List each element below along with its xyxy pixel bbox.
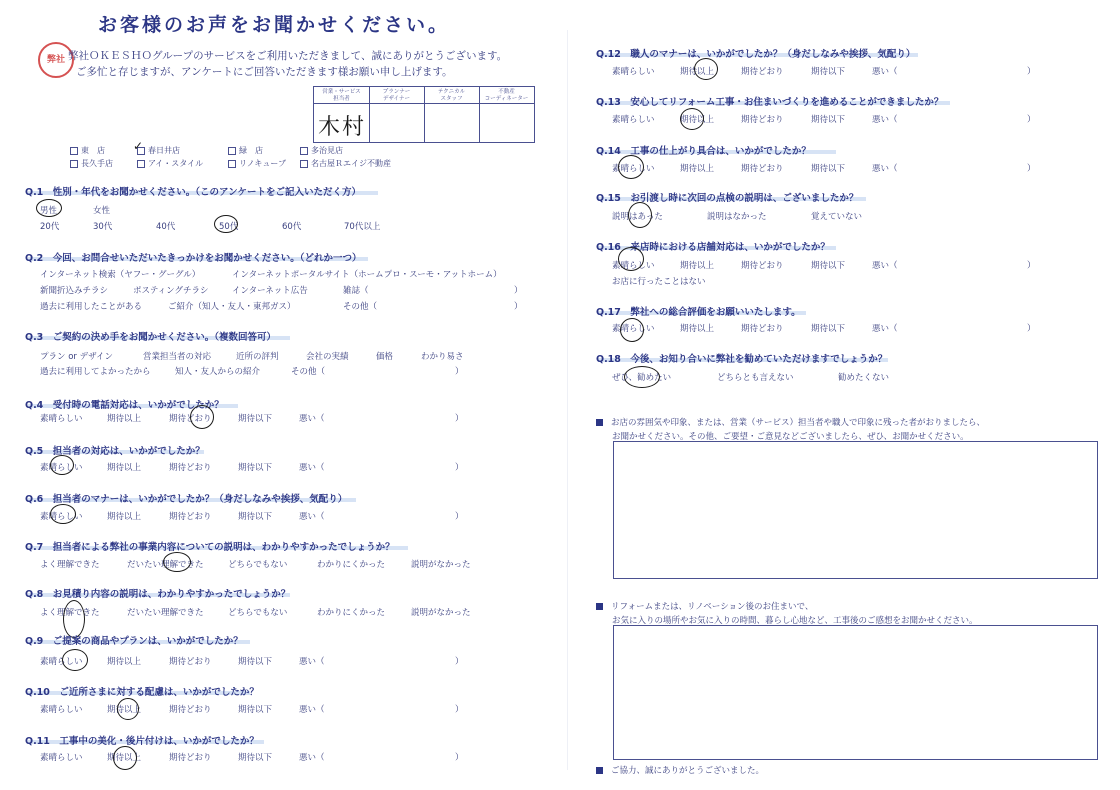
pen-circle [620, 318, 644, 342]
q14-below[interactable]: 期待以下 [811, 164, 846, 174]
question-9: Q.9 ご提案の商品やプランは、いかがでしたか？ [25, 636, 243, 647]
q7-mostly-understood[interactable]: だいたい理解できた [127, 560, 204, 570]
q7-hard[interactable]: わかりにくかった [317, 560, 386, 570]
q10-as-expected[interactable]: 期待どおり [169, 705, 212, 715]
pen-circle [50, 455, 74, 475]
question-11: Q.11 工事中の美化・後片付けは、いかがでしたか？ [25, 736, 259, 747]
q15-dont-remember[interactable]: 覚えていない [811, 212, 863, 222]
q11-bad-close: ） [455, 753, 464, 763]
q10-bad-close: ） [455, 705, 464, 715]
pen-circle [214, 215, 238, 233]
q6-bad-close: ） [455, 512, 464, 522]
q1-60s[interactable]: 60代 [282, 222, 302, 232]
q17-as-expected[interactable]: 期待どおり [741, 324, 784, 334]
q9-above[interactable]: 期待以上 [107, 657, 142, 667]
note-2-line-1: リフォームまたは、リノベーション後のお住まいで、 [596, 600, 813, 612]
pen-circle [36, 199, 62, 217]
staff-header-planner: プランナー デザイナー [382, 89, 411, 102]
question-18: Q.18 今後、お知り合いに弊社を勧めていただけますでしょうか？ [596, 354, 888, 365]
q17-below[interactable]: 期待以下 [811, 324, 846, 334]
question-5: Q.5 担当者の対応は、いかがでしたか？ [25, 446, 205, 457]
q13-as-expected[interactable]: 期待どおり [741, 115, 784, 125]
store-nagakute[interactable]: 長久手店 [70, 158, 113, 169]
q6-as-expected[interactable]: 期待どおり [169, 512, 212, 522]
store-renocube[interactable]: リノキューブ [228, 158, 286, 169]
q10-bad[interactable]: 悪い（ [299, 705, 325, 715]
q14-bad[interactable]: 悪い（ [872, 164, 898, 174]
q16-below[interactable]: 期待以下 [811, 261, 846, 271]
q4-excellent[interactable]: 素晴らしい [40, 414, 83, 424]
check-mark: ✓ [133, 139, 144, 153]
intro-line-2: ご多忙と存じますが、アンケートにご回答いただきます様お願い申し上げます。 [76, 66, 453, 78]
company-seal: 弊社 [38, 42, 74, 78]
q12-bad-close: ） [1027, 67, 1036, 77]
q3-referral[interactable]: 知人・友人からの紹介 [175, 367, 261, 377]
pen-circle [117, 698, 139, 720]
q12-above[interactable]: 期待以上 [680, 67, 715, 77]
question-14: Q.14 工事の仕上がり具合は、いかがでしたか？ [596, 146, 811, 157]
note-1-line-1: お店の雰囲気や印象、または、営業（サービス）担当者や職人で印象に残った者がおりましたら、 [596, 416, 985, 428]
question-16: Q.16 来店時における店舗対応は、いかがでしたか？ [596, 242, 830, 253]
question-13: Q.13 安心してリフォーム工事・お住まいづくりを進めることができましたか？ [596, 97, 944, 108]
q2-other[interactable]: その他（ [343, 302, 378, 312]
page-title: お客様のお声をお聞かせください。 [98, 14, 451, 36]
q16-above[interactable]: 期待以上 [680, 261, 715, 271]
q14-excellent[interactable]: 素晴らしい [612, 164, 655, 174]
note-2-line-2: お気に入りの場所やお気に入りの時間、暮らし心地など、工事後のご感想をお聞かせください。 [612, 616, 978, 626]
q13-below[interactable]: 期待以下 [811, 115, 846, 125]
q8-mostly-understood[interactable]: だいたい理解できた [127, 608, 204, 618]
q17-bad-close: ） [1027, 324, 1036, 334]
question-7: Q.7 担当者による弊社の事業内容についての説明は、わかりやすかったでしょうか？ [25, 542, 395, 553]
q2-magazine-close: ） [514, 286, 523, 296]
q9-bad[interactable]: 悪い（ [299, 657, 325, 667]
q11-excellent[interactable]: 素晴らしい [40, 753, 83, 763]
staff-header-realestate: 不動産 コーディネーター [484, 89, 529, 102]
q4-below[interactable]: 期待以下 [238, 414, 273, 424]
note-1-line-2: お聞かせください。その他、ご要望・ご意見などございましたら、ぜひ、お聞かせください。 [612, 432, 969, 442]
q3-price[interactable]: 価格 [376, 352, 394, 362]
q17-excellent[interactable]: 素晴らしい [612, 324, 655, 334]
q2-internet-ad[interactable]: インターネット広告 [232, 286, 308, 296]
q2-portal-site[interactable]: インターネットポータルサイト（ホームプロ・スーモ・アットホーム） [232, 270, 502, 280]
question-15: Q.15 お引渡し時に次回の点検の説明は、ございましたか？ [596, 193, 859, 204]
q12-below[interactable]: 期待以下 [811, 67, 846, 77]
q18-neutral[interactable]: どちらとも言えない [717, 373, 794, 383]
q6-excellent[interactable]: 素晴らしい [40, 512, 83, 522]
q1-50s[interactable]: 50代 [219, 222, 239, 232]
q6-above[interactable]: 期待以上 [107, 512, 142, 522]
pen-circle [624, 366, 660, 388]
q4-bad[interactable]: 悪い（ [299, 414, 325, 424]
q5-bad-close: ） [455, 463, 464, 473]
pen-circle [628, 202, 652, 228]
pen-circle [163, 552, 191, 572]
question-12: Q.12 職人のマナーは、いかがでしたか？（身だしなみや挨拶、気配り） [596, 49, 916, 60]
q13-bad-close: ） [1027, 115, 1036, 125]
staff-header-sales: 営業・サービス 担当者 [322, 89, 361, 102]
handwritten-staff-name: 木村 [318, 115, 367, 140]
question-17: Q.17 弊社への総合評価をお願いいたします。 [596, 307, 801, 318]
q16-never-visited[interactable]: お店に行ったことはない [612, 277, 706, 287]
q5-as-expected[interactable]: 期待どおり [169, 463, 212, 473]
q9-excellent[interactable]: 素晴らしい [40, 657, 83, 667]
q11-above[interactable]: 期待以上 [107, 753, 142, 763]
q2-magazine[interactable]: 雑誌（ [343, 286, 369, 296]
q14-as-expected[interactable]: 期待どおり [741, 164, 784, 174]
q17-bad[interactable]: 悪い（ [872, 324, 898, 334]
q4-above[interactable]: 期待以上 [107, 414, 142, 424]
store-istyle[interactable]: アイ・スタイル [137, 158, 203, 169]
question-2: Q.2 今回、お問合せいただいたきっかけをお聞かせください。（どれか一つ） [25, 253, 362, 264]
q3-sales-response[interactable]: 営業担当者の対応 [143, 352, 212, 362]
q1-female[interactable]: 女性 [93, 206, 111, 216]
q9-bad-close: ） [455, 657, 464, 667]
q3-reputation[interactable]: 近所の評判 [236, 352, 279, 362]
pen-circle [113, 746, 137, 770]
q11-as-expected[interactable]: 期待どおり [169, 753, 212, 763]
pen-circle [62, 649, 88, 671]
store-tajimi[interactable]: 多治見店 [300, 145, 343, 156]
pen-circle [618, 247, 644, 271]
pen-circle [50, 504, 76, 524]
q2-referral[interactable]: ご紹介（知人・友人・東邦ガス） [168, 302, 296, 312]
q1-40s[interactable]: 40代 [156, 222, 176, 232]
q13-bad[interactable]: 悪い（ [872, 115, 898, 125]
q1-70s[interactable]: 70代以上 [344, 222, 381, 232]
q14-above[interactable]: 期待以上 [680, 164, 715, 174]
q16-as-expected[interactable]: 期待どおり [741, 261, 784, 271]
pen-circle [694, 58, 718, 80]
q3-track-record[interactable]: 会社の実績 [306, 352, 349, 362]
q1-30s[interactable]: 30代 [93, 222, 113, 232]
q8-neutral[interactable]: どちらでもない [228, 608, 288, 618]
question-3: Q.3 ご契約の決め手をお聞かせください。（複数回答可） [25, 332, 277, 343]
bullet-square-icon [596, 603, 603, 610]
q7-neutral[interactable]: どちらでもない [228, 560, 288, 570]
footer-thanks: ご協力、誠にありがとうございました。 [596, 764, 764, 776]
question-6: Q.6 担当者のマナーは、いかがでしたか？（身だしなみや挨拶、気配り） [25, 494, 348, 505]
store-kasugai[interactable]: 春日井店 [137, 145, 180, 156]
q15-explained[interactable]: 説明はあった [612, 212, 663, 222]
q3-other-close: ） [455, 367, 464, 377]
q9-as-expected[interactable]: 期待どおり [169, 657, 212, 667]
comment-box-1[interactable] [613, 441, 1098, 579]
bullet-square-icon [596, 419, 603, 426]
q7-understood-well[interactable]: よく理解できた [40, 560, 100, 570]
q12-as-expected[interactable]: 期待どおり [741, 67, 784, 77]
store-midori[interactable]: 緑 店 [228, 145, 263, 156]
q6-below[interactable]: 期待以下 [238, 512, 273, 522]
q12-bad[interactable]: 悪い（ [872, 67, 898, 77]
q10-excellent[interactable]: 素晴らしい [40, 705, 83, 715]
q1-20s[interactable]: 20代 [40, 222, 60, 232]
q11-bad[interactable]: 悪い（ [299, 753, 325, 763]
q1-male[interactable]: 男性 [40, 206, 58, 216]
q3-used-before[interactable]: 過去に利用してよかったから [40, 367, 151, 377]
pen-circle [618, 155, 644, 179]
q2-internet-search[interactable]: インターネット検索（ヤフー・グーグル） [40, 270, 201, 280]
bullet-square-icon [596, 767, 603, 774]
q10-below[interactable]: 期待以下 [238, 705, 273, 715]
store-r-age[interactable]: 名古屋Ｒエイジ不動産 [300, 158, 391, 169]
q16-bad[interactable]: 悪い（ [872, 261, 898, 271]
q13-above[interactable]: 期待以上 [680, 115, 715, 125]
q10-above[interactable]: 期待以上 [107, 705, 142, 715]
q5-above[interactable]: 期待以上 [107, 463, 142, 473]
intro-line-1: 弊社ＯＫＥＳＨＯグループのサービスをご利用いただきまして、誠にありがとうございます。 [68, 50, 508, 62]
q7-no-explanation[interactable]: 説明がなかった [411, 560, 471, 570]
comment-box-2[interactable] [613, 625, 1098, 760]
q8-hard[interactable]: わかりにくかった [317, 608, 386, 618]
store-higashi[interactable]: 東 店 [70, 145, 105, 156]
q8-no-explanation[interactable]: 説明がなかった [411, 608, 471, 618]
q18-definitely[interactable]: ぜひ、勧めたい [612, 373, 672, 383]
q2-used-before[interactable]: 過去に利用したことがある [40, 302, 143, 312]
pen-circle [680, 108, 704, 130]
q14-bad-close: ） [1027, 164, 1036, 174]
q3-other[interactable]: その他（ [291, 367, 326, 377]
q17-above[interactable]: 期待以上 [680, 324, 715, 334]
q4-as-expected[interactable]: 期待どおり [169, 414, 212, 424]
q6-bad[interactable]: 悪い（ [299, 512, 325, 522]
q4-bad-close: ） [455, 414, 464, 424]
q13-excellent[interactable]: 素晴らしい [612, 115, 655, 125]
question-1: Q.1 性別・年代をお聞かせください。（このアンケートをご記入いただく方） [25, 187, 361, 198]
q11-below[interactable]: 期待以下 [238, 753, 273, 763]
question-8: Q.8 お見積り内容の説明は、わかりやすかったでしょうか？ [25, 589, 291, 600]
q5-excellent[interactable]: 素晴らしい [40, 463, 83, 473]
q3-plan-design[interactable]: プラン or デザイン [40, 352, 114, 362]
q15-not-explained[interactable]: 説明はなかった [707, 212, 767, 222]
q3-clarity[interactable]: わかり易さ [421, 352, 464, 362]
q5-bad[interactable]: 悪い（ [299, 463, 325, 473]
q2-other-close: ） [514, 302, 523, 312]
q12-excellent[interactable]: 素晴らしい [612, 67, 655, 77]
q9-below[interactable]: 期待以下 [238, 657, 273, 667]
staff-header-technical: テクニカル スタッフ [437, 89, 466, 102]
q2-newspaper-flyer[interactable]: 新聞折込みチラシ [40, 286, 109, 296]
q16-excellent[interactable]: 素晴らしい [612, 261, 655, 271]
center-fold [567, 30, 568, 770]
q18-no[interactable]: 勧めたくない [838, 373, 890, 383]
q5-below[interactable]: 期待以下 [238, 463, 273, 473]
q8-understood-well[interactable]: よく理解できた [40, 608, 100, 618]
q16-bad-close: ） [1027, 261, 1036, 271]
question-4: Q.4 受付時の電話対応は、いかがでしたか？ [25, 400, 224, 411]
pen-circle [190, 405, 214, 429]
question-10: Q.10 ご近所さまに対する配慮は、いかがでしたか？ [25, 687, 259, 698]
q2-posting-flyer[interactable]: ポスティングチラシ [133, 286, 209, 296]
